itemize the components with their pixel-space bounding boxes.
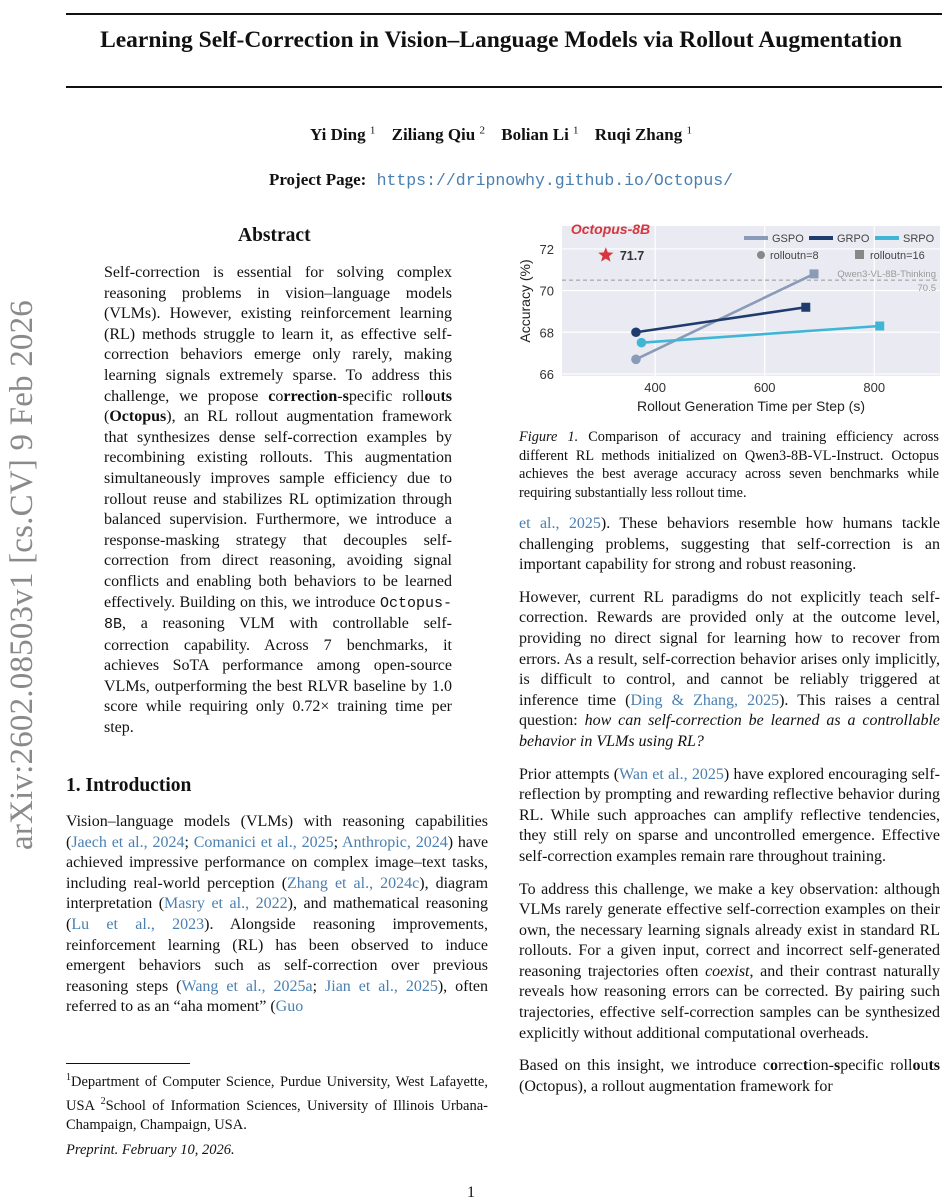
citation-link[interactable]: Comanici et al., 2025 [193, 833, 334, 851]
x-tick-label: 800 [863, 380, 886, 395]
citation-link[interactable]: Ding & Zhang, 2025 [630, 691, 780, 709]
citation-link[interactable]: Masry et al., 2022 [164, 895, 288, 913]
y-tick-label: 66 [539, 366, 554, 382]
octopus-name: Octopus [109, 408, 167, 426]
abstract-body: Self-correction is essential for solving complex reasoning problems in vision–language models (VLMs). However, existing reinforcement learning (RL) methods struggle to learn it, as effective self-correction behaviors emerge only rarely, making learning signals extremely sparse. To address this challenge, we propose correction-specific rollouts (Octopus), an RL rollout augmentation framework that synthesizes dense self-correction examples by recombining existing rollouts. This augmentation simultaneously improves sample efficiency due to rollout reuse and stabilizes RL optimization through balanced supervision. Furthermore, we introduce a response-masking strategy that decouples self-correction from direct reasoning, avoiding signal conflicts and enabling both behaviors to be learned effectively. Building on this, we introduce Octopus-8B, a reasoning VLM with controllable self-correction capability. Across 7 benchmarks, it achieves SoTA performance among open-source VLMs, outperforming the best RLVR baseline by 1.0 score while requiring only 0.72× training time per step. [104, 264, 453, 737]
y-tick-label: 70 [539, 283, 554, 299]
citation-link[interactable]: Anthropic, 2024 [341, 833, 448, 851]
project-page [60, 170, 942, 190]
page-number: 1 [467, 1184, 475, 1201]
citation-link[interactable]: Wang et al., 2025a [181, 977, 313, 995]
right-column [519, 514, 940, 1109]
project-page-label: Project Page: [268, 170, 367, 189]
title-rule [66, 86, 942, 88]
intro-paragraph: Vision–language models (VLMs) with reasoning capabilities (Jaech et al., 2024; Comanici et al., 2025; Anthropic, 2024) have achieved impressive performance on complex image–text tasks, including real-world perception (Zhang et al., 2024c), diagram interpretation (Masry et al., 2022), and mathematical reasoning (Lu et al., 2023). Alongside reasoning improvements, reinforcement learning (RL) has been observed to induce emergent behaviors such as self-correction over previous reasoning steps (Wang et al., 2025a; Jian et al., 2025), often referred to as an “aha moment” (Guo [66, 813, 489, 1016]
data-point-srpo [875, 322, 884, 331]
citation-link[interactable]: Wan et al., 2025 [619, 765, 724, 783]
abstract-heading: Abstract [238, 225, 311, 246]
citation-link[interactable]: Jaech et al., 2024 [71, 833, 185, 851]
legend-large-label: rolloutn=16 [870, 250, 925, 262]
legend-gspo-label: GSPO [772, 233, 804, 245]
x-axis-label: Rollout Generation Time per Step (s) [637, 398, 865, 414]
citation-link[interactable]: Guo [275, 998, 304, 1016]
top-rule [66, 13, 942, 15]
author: Yi Ding $^1$ [310, 124, 376, 144]
author: Ziliang Qiu $^2$ [391, 124, 485, 144]
data-point-grpo [801, 303, 810, 312]
central-question: how can self-correction be learned as a controllable behavior in VLMs using RL? [519, 712, 940, 750]
legend-small-label: rolloutn=8 [770, 250, 819, 262]
x-tick-label: 600 [753, 380, 776, 395]
footnote-rule [66, 1063, 190, 1064]
paper-title: Learning Self-Correction in Vision–Language Models via Rollout Augmentation [100, 27, 902, 53]
arxiv-watermark: arXiv:2602.08503v1 [cs.CV] 9 Feb 2026 [4, 300, 40, 851]
body-paragraph: Prior attempts (Wan et al., 2025) have explored encouraging self-reflection by prompting and rewarding reflective behavior during RL. While such approaches can amplify reflective tendencies, they still rely on sparse and uncontrolled emergence. Effective self-correction examples remain rare throughout training. [519, 765, 941, 865]
section-heading: 1. Introduction [66, 775, 192, 796]
citation-link[interactable]: Lu et al., 2023 [71, 915, 205, 933]
legend-large-marker [855, 250, 864, 259]
body-paragraph: Based on this insight, we introduce correction-specific rollouts (Octopus), a rollout augmentation framework for [519, 1057, 940, 1095]
author: Ruqi Zhang $^1$ [594, 124, 692, 144]
body-paragraph: However, current RL paradigms do not explicitly teach self-correction. Rewards are provided only at the outcome level, providing no direct signal for learning how to recover from errors. As a result, self-correction behavior arises only implicitly, is difficult to control, and cannot be reliably triggered at inference time (Ding & Zhang, 2025). This raises a central question: how can self-correction be learned as a controllable behavior in VLMs using RL? [519, 588, 940, 750]
author: Bolian Li $^1$ [501, 124, 579, 144]
x-tick-label: 400 [644, 380, 666, 395]
author-list [60, 124, 942, 145]
figure-1-chart [512, 218, 942, 418]
y-tick-label: 72 [539, 241, 554, 257]
baseline-label: Qwen3-VL-8B-Thinking [837, 269, 936, 281]
legend-small-marker [757, 251, 765, 259]
legend-grpo-label: GRPO [837, 233, 870, 245]
citation-link[interactable]: Jian et al., 2025 [325, 977, 438, 995]
project-page-link[interactable]: https://dripnowhy.github.io/Octopus/ [376, 171, 734, 190]
octopus-value-label: 71.7 [619, 249, 645, 264]
data-point-gspo [810, 269, 819, 278]
octopus-name-label: Octopus-8B [570, 221, 651, 238]
body-paragraph: To address this challenge, we make a key observation: although VLMs rarely generate effective self-correction examples on their own, the necessary learning signals already exist in standard RL rollouts. For a given input, correct and incorrect self-generated reasoning trajectories often coexist, and their contrast naturally reveals how reasoning errors can be corrected. By pairing such trajectories, effective self-correction samples can be synthesized explicitly without additional computational overheads. [519, 880, 940, 1042]
figure-caption: Figure 1. Comparison of accuracy and training efficiency across different RL methods initialized on Qwen3-8B-VL-Instruct. Octopus achieves the best average accuracy across seven benchmarks while requiring substantially less rollout time. [519, 429, 939, 501]
body-paragraph: et al., 2025). These behaviors resemble how humans tackle challenging problems, suggesting that self-correction is an important capability for strong and robust reasoning. [519, 515, 941, 574]
model-name: Octopus-8B [104, 594, 452, 634]
preprint-note: Preprint. February 10, 2026. [66, 1142, 235, 1158]
data-point-grpo [631, 327, 641, 337]
legend-srpo-label: SRPO [903, 233, 935, 245]
data-point-gspo [631, 355, 641, 365]
affiliations-footnote: $^1$Department of Computer Science, Purdue University, West Lafayette, USA $^2$School of Information Sciences, University of Illinois Urbana-Champaign, Champaign, USA. [66, 1072, 488, 1133]
data-point-srpo [637, 338, 647, 348]
baseline-value-label: 70.5 [917, 283, 936, 295]
citation-link[interactable]: et al., 2025 [519, 515, 601, 532]
citation-link[interactable]: Zhang et al., 2024c [287, 874, 420, 892]
y-tick-label: 68 [539, 325, 554, 341]
y-axis-label: Accuracy (%) [517, 259, 533, 343]
